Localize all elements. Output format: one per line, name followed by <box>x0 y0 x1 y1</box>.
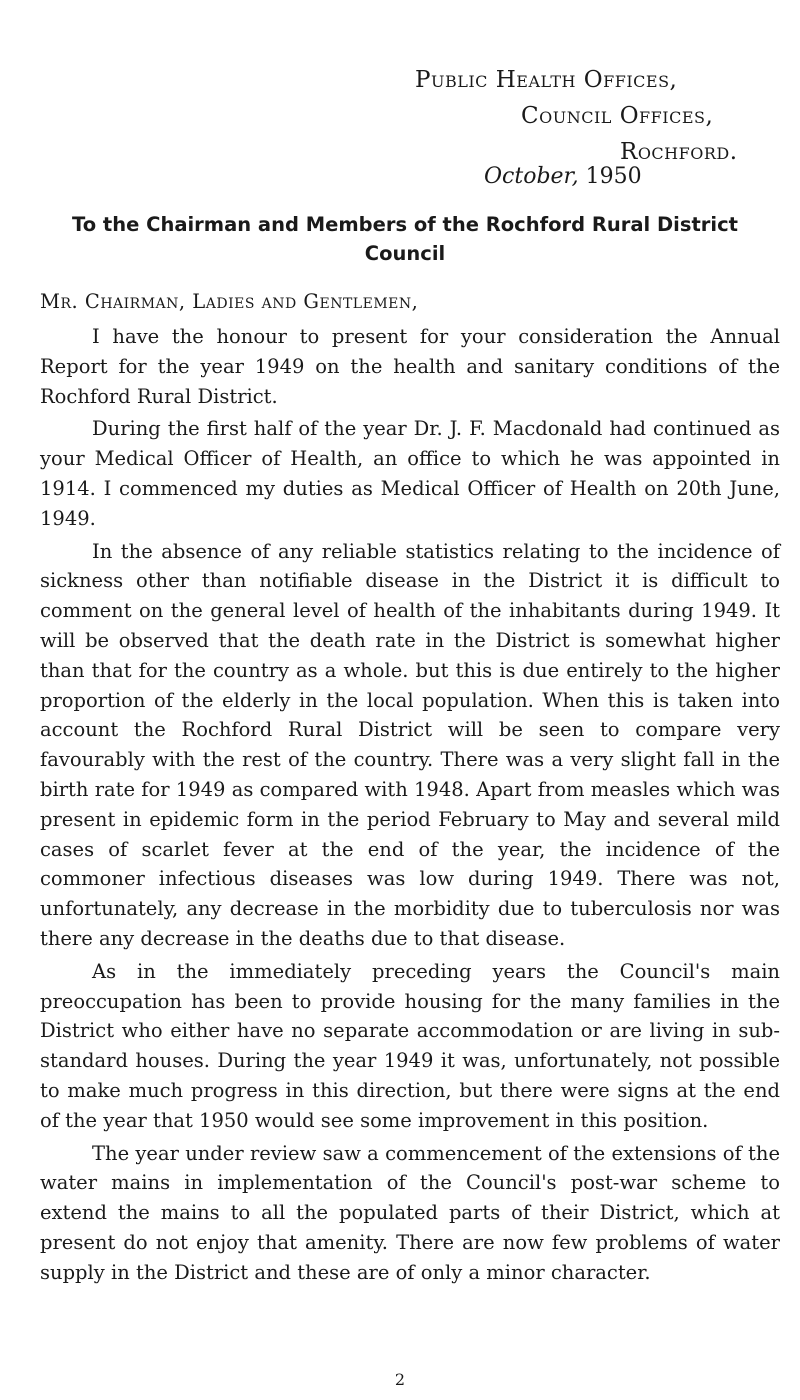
paragraph: The year under review saw a commencement of the extensions of the water mains in implementation of the Council's post-war scheme to extend the mains to all the populated parts of their District, which at present do not enjoy that amenity. There are now few problems of water supply in the District and these are of only a minor character. <box>40 1141 780 1284</box>
address-line-2: Council Offices, <box>521 103 714 129</box>
page-number: 2 <box>394 1370 406 1389</box>
salutation: Mr. Chairman, Ladies and Gentlemen, <box>40 290 419 313</box>
paragraph: In the absence of any reliable statistics relating to the incidence of sickness other than notifiable disease in the District it is difficult to comment on the general level of health of the inhabitants during 1949. It will be observed that the death rate in the District is somewhat higher than that for the country as a whole. but this is due entirely to the higher proportion of the elderly in the local population. When this is taken into account the Rochford Rural District will be seen to compare very favourably with the rest of the country. There was a very slight fall in the birth rate for 1949 as compared with 1948. Apart from measles which was present in epidemic form in the period February to May and several mild cases of scarlet fever at the end of the year, the incidence of the commoner infectious diseases was low during 1949. There was not, unfortunately, any decrease in the morbidity due to tuberculosis nor was there any decrease in the deaths due to that disease. <box>40 539 780 950</box>
letter-date <box>484 164 642 189</box>
paragraph: I have the honour to present for your consideration the Annual Report for the year 1949 on the health and sanitary conditions of the Rochford Rural District. <box>40 325 780 408</box>
letter-heading: To the Chairman and Members of the Rochford Rural District Council <box>72 213 738 265</box>
paragraph: During the first half of the year Dr. J. F. Macdonald had continued as your Medical Officer of Health, an office to which he was appointed in 1914. I commenced my duties as Medical Officer of Health on 20th June, 1949. <box>40 417 780 530</box>
address-line-3: Rochford. <box>620 139 738 165</box>
date-year: 1950 <box>585 164 642 189</box>
sender-address <box>415 62 738 170</box>
address-line-1: Public Health Offices, <box>415 67 678 93</box>
letter-body <box>40 322 780 1291</box>
paragraph: As in the immediately preceding years the Council's main preoccupation has been to provide housing for the many families in the District who either have no separate accommodation or are living in sub-standard houses. During the year 1949 it was, unfortunately, not possible to make much progress in this direction, but there were signs at the end of the year that 1950 would see some improvement in this position. <box>40 959 780 1132</box>
date-month: October, <box>484 164 579 189</box>
